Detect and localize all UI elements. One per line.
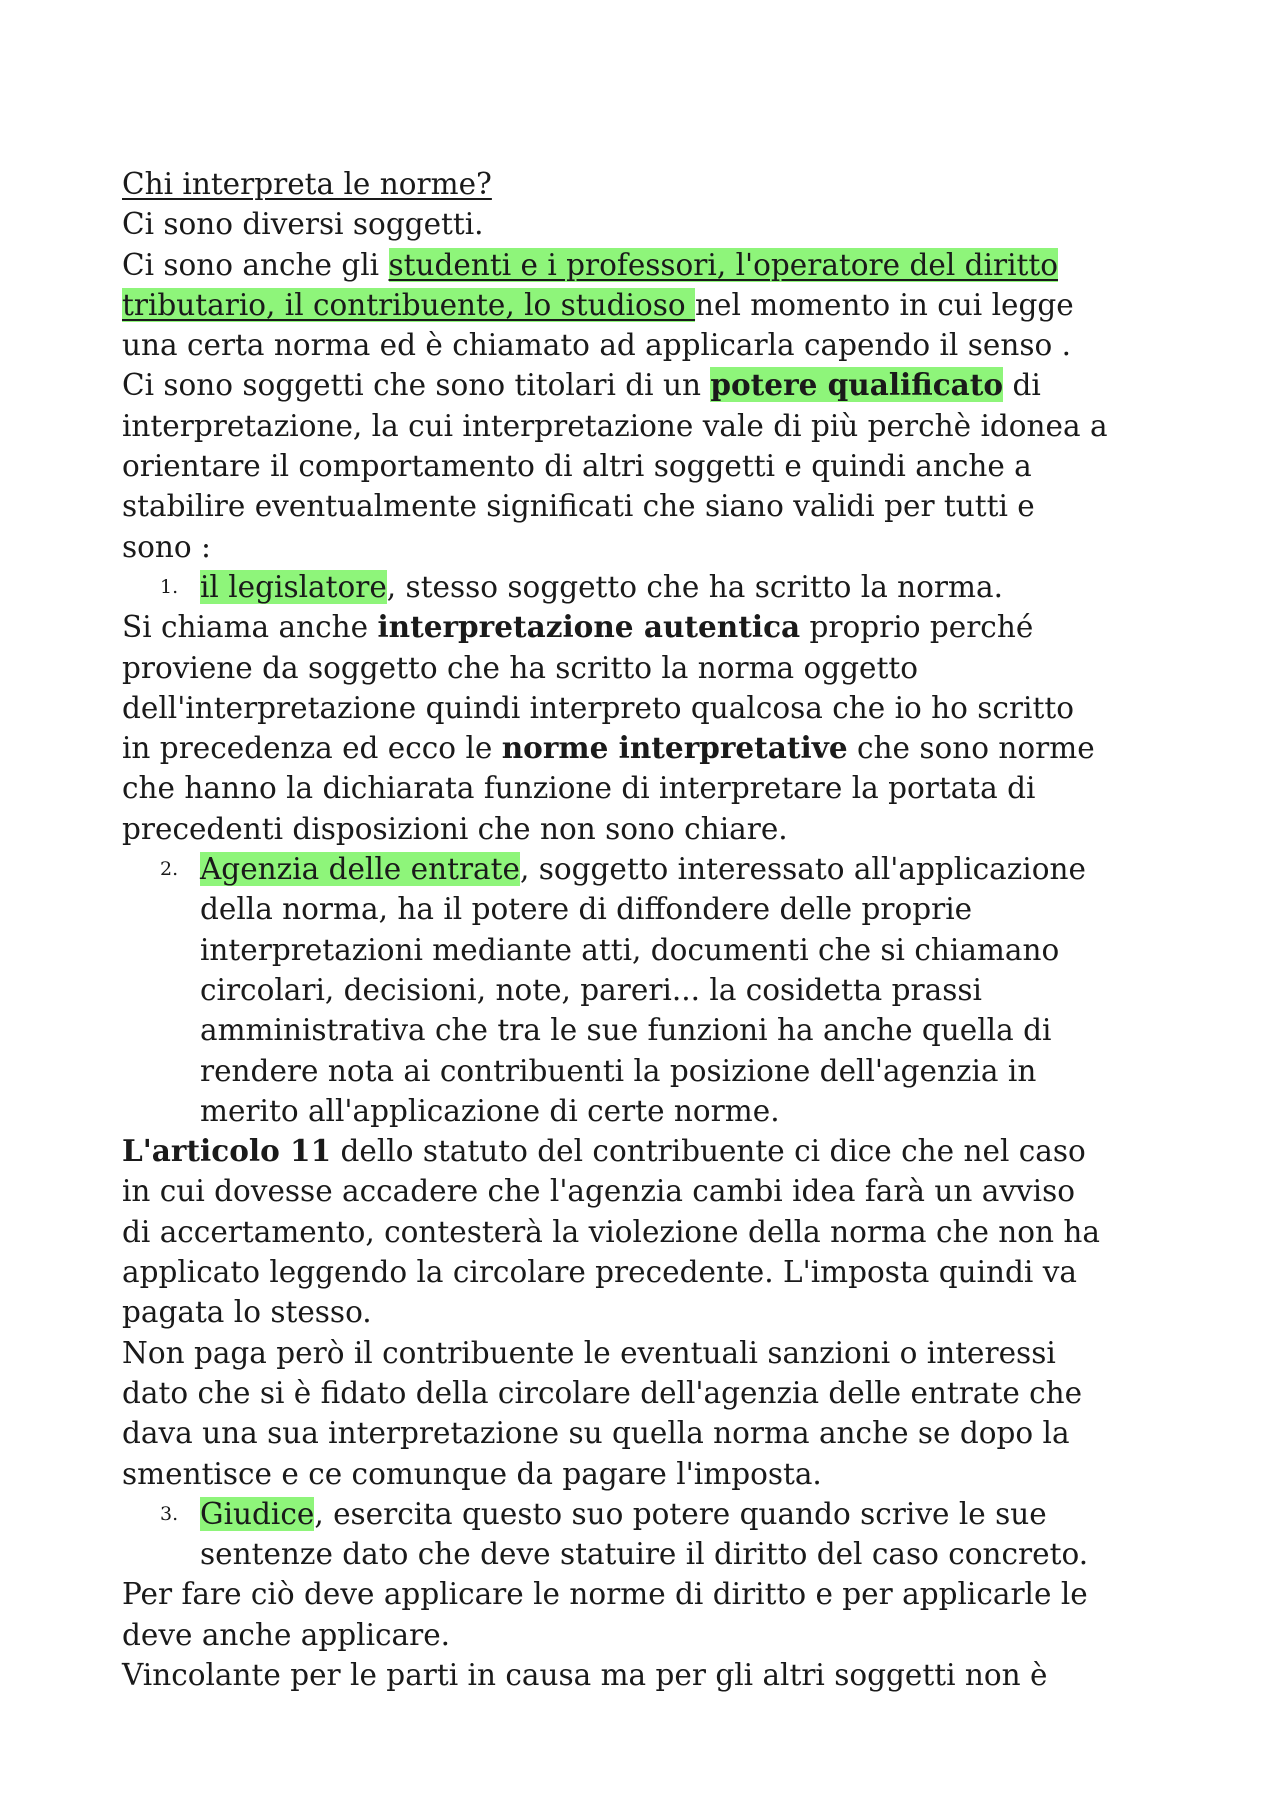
list-item-3 xyxy=(122,1494,1180,1534)
highlighted-bold-text: potere qualificato xyxy=(710,367,1004,403)
text-run: Si chiama anche xyxy=(122,610,378,645)
highlighted-text: Agenzia delle entrate xyxy=(200,852,520,887)
paragraph-line: Vincolante per le parti in causa ma per gli altri soggetti non è xyxy=(122,1657,1048,1692)
paragraph-line: Non paga però il contribuente le eventuali sanzioni o interessi xyxy=(122,1335,1056,1370)
paragraph-line: dava una sua interpretazione su quella norma anche se dopo la xyxy=(122,1416,1070,1451)
section-title: Chi interpreta le norme? xyxy=(122,167,492,201)
list-item-line: circolari, decisioni, note, pareri... la cosidetta prassi xyxy=(200,972,982,1007)
bold-text: norme interpretative xyxy=(501,730,848,766)
list-number: 3. xyxy=(160,1502,179,1525)
paragraph-line: di accertamento, contesterà la violezione della norma che non ha xyxy=(122,1214,1101,1249)
paragraph-line: dell'interpretazione quindi interpreto qualcosa che io ho scritto xyxy=(122,690,1074,725)
paragraph-line: proviene da soggetto che ha scritto la norma oggetto xyxy=(122,650,918,685)
list-item-2 xyxy=(122,849,1180,889)
text-run: dello statuto del contribuente ci dice che nel caso xyxy=(331,1134,1086,1169)
list-item-line: sentenze dato che deve statuire il diritto del caso concreto. xyxy=(200,1537,1089,1572)
paragraph-line: deve anche applicare. xyxy=(122,1617,451,1652)
paragraph-line xyxy=(122,728,1180,768)
list-item-1 xyxy=(122,567,1180,607)
list-item-line: merito all'applicazione di certe norme. xyxy=(200,1093,780,1128)
list-item-line: interpretazioni mediante atti, documenti che si chiamano xyxy=(200,932,1060,967)
text-run: di xyxy=(1003,368,1041,403)
list-item-line: rendere nota ai contribuenti la posizione dell'agenzia in xyxy=(200,1053,1037,1088)
bold-text: L'articolo 11 xyxy=(122,1133,332,1169)
text-run: , soggetto interessato all'applicazione xyxy=(519,852,1086,887)
paragraph-line xyxy=(122,607,1180,647)
text-run: proprio perché xyxy=(800,610,1034,645)
highlighted-text: tributario, il contribuente, lo studioso xyxy=(122,287,696,322)
paragraph-line: applicato leggendo la circolare precedente. L'imposta quindi va xyxy=(122,1255,1077,1290)
highlighted-text: studenti e i professori, l'operatore del diritto xyxy=(388,247,1058,282)
text-run: , stesso soggetto che ha scritto la norma. xyxy=(386,569,1003,604)
text-run: in precedenza ed ecco le xyxy=(122,731,502,766)
paragraph-line: interpretazione, la cui interpretazione vale di più perchè idonea a xyxy=(122,408,1108,443)
paragraph-line: sono : xyxy=(122,529,211,564)
paragraph-line xyxy=(122,1131,1180,1171)
paragraph-line: orientare il comportamento di altri soggetti e quindi anche a xyxy=(122,449,1032,484)
paragraph-line: precedenti disposizioni che non sono chiare. xyxy=(122,811,788,846)
paragraph-line: Ci sono diversi soggetti. xyxy=(122,207,484,242)
text-run: , esercita questo suo potere quando scrive le sue xyxy=(314,1496,1047,1531)
paragraph-line xyxy=(122,285,1180,325)
paragraph-line: stabilire eventualmente significati che siano validi per tutti e xyxy=(122,489,1035,524)
paragraph-line: una certa norma ed è chiamato ad applicarla capendo il senso . xyxy=(122,328,1071,363)
paragraph-line: smentisce e ce comunque da pagare l'imposta. xyxy=(122,1456,822,1491)
text-run: Ci sono soggetti che sono titolari di un xyxy=(122,368,711,403)
highlighted-text: Giudice xyxy=(200,1496,315,1531)
text-run: Ci sono anche gli xyxy=(122,247,389,282)
bold-text: interpretazione autentica xyxy=(377,609,801,645)
text-run: nel momento in cui legge xyxy=(695,287,1074,322)
paragraph-line: pagata lo stesso. xyxy=(122,1295,372,1330)
paragraph-line xyxy=(122,245,1180,285)
paragraph-line: in cui dovesse accadere che l'agenzia cambi idea farà un avviso xyxy=(122,1174,1076,1209)
list-number: 1. xyxy=(160,575,179,598)
paragraph-line xyxy=(122,365,1180,405)
list-number: 2. xyxy=(160,858,179,881)
list-item-line: amministrativa che tra le sue funzioni ha anche quella di xyxy=(200,1013,1052,1048)
paragraph-line: dato che si è fidato della circolare dell'agenzia delle entrate che xyxy=(122,1375,1083,1410)
paragraph-line: che hanno la dichiarata funzione di interpretare la portata di xyxy=(122,771,1036,806)
highlighted-text: il legislatore xyxy=(200,569,387,604)
list-item-line: della norma, ha il potere di diffondere delle proprie xyxy=(200,892,973,927)
text-run: che sono norme xyxy=(847,731,1095,766)
paragraph-line: Per fare ciò deve applicare le norme di diritto e per applicarle le xyxy=(122,1577,1088,1612)
